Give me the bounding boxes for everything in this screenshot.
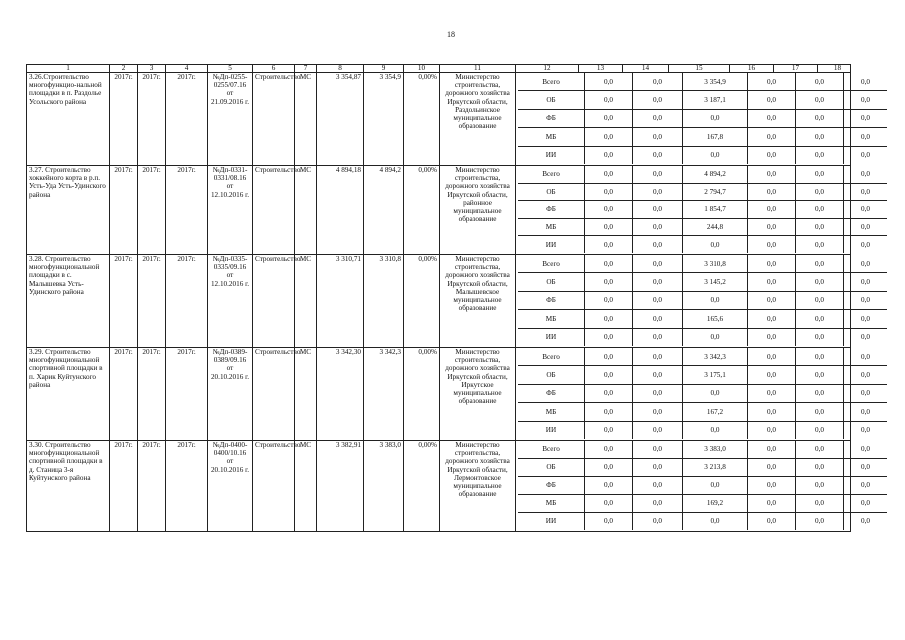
funding-value-cell: 0,0 [683, 146, 748, 164]
funding-value-cell: 0,0 [633, 128, 683, 146]
page-number: 18 [447, 30, 455, 39]
funding-value-cell: 0,0 [796, 109, 844, 127]
funding-value-cell: 0,0 [748, 236, 796, 253]
funding-source-cell: ФБ [518, 109, 585, 127]
object-name-cell: 3.30. Строительство многофункциональной спортивной площадки в д. Станица 3-я Куйтунского района [27, 441, 110, 532]
funding-value-cell: 0,0 [796, 459, 844, 477]
work-type-cell: Строительство [253, 166, 295, 255]
funding-source-cell: ИИ [545, 240, 557, 249]
funding-source-cell: ИИ [545, 151, 557, 160]
funding-breakdown [516, 255, 870, 348]
funding-value-cell: 0,0 [796, 201, 844, 219]
work-type-cell: Строительство [253, 255, 295, 348]
column-header: 18 [818, 65, 858, 72]
funding-value-cell: 0,0 [748, 109, 796, 127]
funding-row [518, 459, 887, 477]
funding-row [518, 201, 887, 219]
funding-value-cell: 0,0 [585, 348, 633, 366]
funding-value-cell: 0,0 [844, 218, 888, 236]
funding-value-cell: 0,0 [585, 146, 633, 164]
funding-value-cell: 0,0 [796, 128, 844, 146]
funding-value-cell: 0,0 [796, 146, 844, 164]
funding-value-cell: 0,0 [796, 328, 844, 346]
funding-row [518, 128, 887, 146]
funding-source-cell: ИИ [545, 333, 557, 342]
column-header: 14 [623, 65, 669, 72]
funding-value-cell: 0,0 [844, 328, 888, 346]
year-cell: 2017г. [166, 255, 208, 348]
percent-cell: 0,00% [404, 73, 440, 166]
funding-value-cell: 0,0 [585, 421, 633, 439]
end-year-cell: 2017г. [138, 348, 166, 441]
funding-value-cell: 0,0 [585, 366, 633, 384]
funding-value-cell: 0,0 [796, 91, 844, 109]
funding-row [518, 273, 887, 291]
funding-value-cell: 0,0 [585, 459, 633, 477]
funding-value-cell: 0,0 [844, 477, 888, 495]
funding-value-cell: 0,0 [633, 91, 683, 109]
funding-value-cell: 4 894,2 [683, 166, 748, 183]
funding-value-cell: 0,0 [633, 218, 683, 236]
funding-value-cell: 0,0 [633, 421, 683, 439]
column-header: 9 [364, 65, 404, 73]
funding-value-cell: 0,0 [844, 291, 888, 309]
work-type-cell: Строительство [253, 348, 295, 441]
funding-value-cell: 2 794,7 [683, 183, 748, 201]
funding-value-cell: 3 213,8 [683, 459, 748, 477]
funding-value-cell: 0,0 [796, 495, 844, 513]
funding-row [518, 166, 887, 183]
funding-value-cell: 0,0 [844, 91, 888, 109]
funding-value-cell: 0,0 [844, 348, 888, 366]
funding-value-cell: 0,0 [796, 421, 844, 439]
table-row [27, 441, 851, 532]
column-header: 6 [253, 65, 295, 73]
funding-source-cell: ОБ [518, 273, 585, 291]
work-type-cell: Строительство [253, 73, 295, 166]
funding-value-cell: 3 383,0 [683, 441, 748, 459]
percent-cell: 0,00% [404, 441, 440, 532]
funding-value-cell: 0,0 [748, 218, 796, 236]
funding-source-cell: МБ [518, 310, 585, 328]
funding-source-cell: ОБ [518, 459, 585, 477]
funding-value-cell: 0,0 [748, 366, 796, 384]
funding-value-cell: 0,0 [585, 403, 633, 421]
funding-value-cell: 0,0 [844, 183, 888, 201]
funding-value-cell: 0,0 [748, 477, 796, 495]
funding-value-cell: 0,0 [633, 109, 683, 127]
column-header: 4 [166, 65, 208, 73]
funding-value-cell: 0,0 [748, 91, 796, 109]
contract-cell: №Дп-0335-0335/09.16 от 12.10.2016 г. [208, 255, 253, 348]
object-name-cell: 3.29. Строительство многофункциональной спортивной площадки в п. Харик Куйтунского района [27, 348, 110, 441]
funding-row [518, 109, 887, 127]
column-header: 15 [669, 65, 730, 72]
funding-source-cell: ИИ [545, 426, 557, 435]
funding-value-cell: 0,0 [748, 166, 796, 183]
funding-value-cell: 0,0 [844, 201, 888, 219]
funding-value-cell: 0,0 [748, 459, 796, 477]
start-year-cell: 2017г. [110, 348, 138, 441]
funding-value-cell: 0,0 [796, 73, 844, 91]
funding-row [518, 183, 887, 201]
funding-value-cell: 0,0 [585, 328, 633, 346]
contract-sum-cell: 4 894,18 [317, 166, 364, 255]
org-code-cell: МС [295, 441, 317, 532]
funding-row [518, 477, 887, 495]
funding-value-cell: 0,0 [633, 236, 683, 253]
funding-value-cell: 0,0 [585, 128, 633, 146]
column-header: 7 [295, 65, 317, 73]
year-cell: 2017г. [166, 73, 208, 166]
funding-value-cell: 0,0 [844, 384, 888, 402]
funding-value-cell: 0,0 [796, 513, 844, 531]
funding-value-cell: 0,0 [633, 384, 683, 402]
end-year-cell: 2017г. [138, 73, 166, 166]
contract-cell: №Дп-0400-0400/10.16 от 20.10.2016 г. [208, 441, 253, 532]
funding-source-cell: МБ [518, 403, 585, 421]
column-header: 2 [110, 65, 138, 73]
funding-row [518, 255, 887, 273]
funding-value-cell: 0,0 [585, 291, 633, 309]
funding-value-cell: 0,0 [844, 109, 888, 127]
funding-value-cell: 0,0 [683, 109, 748, 127]
funding-row [518, 73, 887, 91]
year-cell: 2017г. [166, 441, 208, 532]
percent-cell: 0,00% [404, 166, 440, 255]
funding-value-cell: 0,0 [633, 146, 683, 164]
funding-value-cell: 0,0 [844, 310, 888, 328]
funding-value-cell: 0,0 [633, 183, 683, 201]
funding-value-cell: 0,0 [796, 291, 844, 309]
funding-value-cell: 0,0 [748, 384, 796, 402]
object-name-cell: 3.28. Строительство многофункциональной площадки в с. Малышевка Усть-Удинского района [27, 255, 110, 348]
funding-value-cell: 0,0 [796, 477, 844, 495]
funding-value-cell: 0,0 [796, 310, 844, 328]
funding-value-cell: 0,0 [585, 109, 633, 127]
funding-value-cell: 0,0 [585, 384, 633, 402]
funding-value-cell: 0,0 [748, 73, 796, 91]
funding-value-cell: 3 354,9 [683, 73, 748, 91]
participants-cell: Министерство строительства, дорожного хозяйства Иркутской области, Раздольинское муниципальное образование [440, 73, 516, 166]
funding-value-cell: 0,0 [844, 366, 888, 384]
funding-value-cell: 0,0 [585, 91, 633, 109]
funding-value-cell: 0,0 [585, 166, 633, 183]
planned-sum-cell: 3 310,8 [364, 255, 404, 348]
header-row [27, 65, 851, 73]
funding-source-cell: Всего [518, 166, 585, 183]
table-body [27, 64, 870, 532]
participants-cell: Министерство строительства, дорожного хозяйства Иркутской области, Лермонтовское муниципальное образование [440, 441, 516, 532]
funding-source-cell: ФБ [518, 384, 585, 402]
funding-value-cell: 3 145,2 [683, 273, 748, 291]
funding-source-cell: Всего [518, 73, 585, 91]
funding-value-cell: 0,0 [585, 495, 633, 513]
contract-cell: №Дп-0255-0255/07.16 от 21.09.2016 г. [208, 73, 253, 166]
org-code-cell: МС [295, 348, 317, 441]
column-header: 3 [138, 65, 166, 73]
funding-row [518, 366, 887, 384]
funding-source-cell: ОБ [518, 183, 585, 201]
funding-value-cell: 0,0 [585, 477, 633, 495]
funding-value-cell: 0,0 [633, 201, 683, 219]
funding-value-cell: 165,6 [683, 310, 748, 328]
funding-value-cell: 0,0 [585, 183, 633, 201]
funding-value-cell: 0,0 [633, 513, 683, 531]
funding-value-cell: 1 854,7 [683, 201, 748, 219]
contract-cell: №Дп-0389-0389/09.16 от 20.10.2016 г. [208, 348, 253, 441]
funding-row [518, 348, 887, 366]
funding-value-cell: 0,0 [633, 441, 683, 459]
funding-value-cell: 0,0 [796, 384, 844, 402]
funding-row [518, 513, 887, 531]
funding-value-cell: 0,0 [633, 310, 683, 328]
funding-value-cell: 3 175,1 [683, 366, 748, 384]
funding-breakdown [516, 348, 870, 441]
year-cell: 2017г. [166, 166, 208, 255]
funding-breakdown [516, 73, 870, 166]
end-year-cell: 2017г. [138, 441, 166, 532]
funding-value-cell: 0,0 [633, 477, 683, 495]
start-year-cell: 2017г. [110, 255, 138, 348]
table-row [27, 255, 851, 348]
funding-value-cell: 0,0 [585, 236, 633, 253]
planned-sum-cell: 3 354,9 [364, 73, 404, 166]
funding-value-cell: 0,0 [796, 348, 844, 366]
column-header: 17 [774, 65, 818, 72]
funding-row [518, 384, 887, 402]
planned-sum-cell: 3 342,3 [364, 348, 404, 441]
org-code-cell: МС [295, 166, 317, 255]
funding-value-cell: 0,0 [796, 273, 844, 291]
funding-source-cell: Всего [518, 348, 585, 366]
start-year-cell: 2017г. [110, 441, 138, 532]
work-type-cell: Строительство [253, 441, 295, 532]
funding-value-cell: 0,0 [748, 348, 796, 366]
funding-value-cell: 0,0 [748, 513, 796, 531]
funding-source-cell: ФБ [518, 201, 585, 219]
funding-row [518, 291, 887, 309]
funding-value-cell: 0,0 [748, 441, 796, 459]
planned-sum-cell: 3 383,0 [364, 441, 404, 532]
funding-value-cell: 0,0 [683, 291, 748, 309]
funding-value-cell: 0,0 [585, 73, 633, 91]
funding-value-cell: 0,0 [748, 328, 796, 346]
percent-cell: 0,00% [404, 348, 440, 441]
funding-row [518, 441, 887, 459]
funding-value-cell: 0,0 [748, 403, 796, 421]
funding-value-cell: 0,0 [683, 236, 748, 253]
table-row [27, 348, 851, 441]
participants-cell: Министерство строительства, дорожного хозяйства Иркутской области, Иркутское муниципальное образование [440, 348, 516, 441]
funding-value-cell: 0,0 [633, 366, 683, 384]
object-name-cell: 3.27. Строительство хоккейного корта в р.п. Усть-Уда Усть-Удинского района [27, 166, 110, 255]
table-row [27, 73, 851, 166]
funding-value-cell: 0,0 [748, 201, 796, 219]
funding-value-cell: 0,0 [844, 128, 888, 146]
column-header: 5 [208, 65, 253, 73]
funding-value-cell: 0,0 [585, 255, 633, 273]
participants-cell: Министерство строительства, дорожного хозяйства Иркутской области, районное муниципальное образование [440, 166, 516, 255]
funding-row [518, 146, 887, 164]
funding-value-cell: 167,2 [683, 403, 748, 421]
contract-sum-cell: 3 382,91 [317, 441, 364, 532]
funding-breakdown [516, 166, 870, 255]
funding-value-cell: 0,0 [683, 421, 748, 439]
column-header: 10 [404, 65, 440, 73]
column-header: 13 [579, 65, 623, 72]
funding-value-cell: 0,0 [633, 166, 683, 183]
column-header: 16 [730, 65, 774, 72]
funding-value-cell: 0,0 [748, 291, 796, 309]
funding-value-cell: 0,0 [633, 348, 683, 366]
funding-value-cell: 0,0 [633, 273, 683, 291]
column-header-group [516, 65, 851, 73]
funding-value-cell: 0,0 [683, 477, 748, 495]
funding-value-cell: 0,0 [844, 255, 888, 273]
funding-row [518, 91, 887, 109]
year-cell: 2017г. [166, 348, 208, 441]
funding-value-cell: 0,0 [633, 495, 683, 513]
funding-value-cell: 0,0 [585, 201, 633, 219]
planned-sum-cell: 4 894,2 [364, 166, 404, 255]
budget-table [26, 64, 870, 532]
funding-row [518, 403, 887, 421]
funding-value-cell: 0,0 [633, 459, 683, 477]
funding-row [518, 236, 887, 253]
funding-value-cell: 0,0 [796, 366, 844, 384]
start-year-cell: 2017г. [110, 166, 138, 255]
funding-value-cell: 0,0 [796, 183, 844, 201]
funding-value-cell: 0,0 [633, 328, 683, 346]
funding-value-cell: 0,0 [748, 421, 796, 439]
funding-value-cell: 244,8 [683, 218, 748, 236]
funding-value-cell: 0,0 [796, 236, 844, 253]
column-header: 11 [440, 65, 516, 73]
funding-source-cell: ОБ [518, 91, 585, 109]
funding-row [518, 328, 887, 346]
funding-source-cell: Всего [518, 255, 585, 273]
funding-value-cell: 3 310,8 [683, 255, 748, 273]
funding-row [518, 310, 887, 328]
funding-value-cell: 0,0 [633, 255, 683, 273]
funding-value-cell: 0,0 [748, 128, 796, 146]
contract-cell: №Дп-0331-0331/08.16 от 12.10.2016 г. [208, 166, 253, 255]
funding-value-cell: 3 342,3 [683, 348, 748, 366]
funding-value-cell: 0,0 [633, 403, 683, 421]
funding-source-cell: ОБ [518, 366, 585, 384]
funding-value-cell: 0,0 [796, 218, 844, 236]
funding-value-cell: 0,0 [844, 146, 888, 164]
funding-value-cell: 0,0 [585, 218, 633, 236]
contract-sum-cell: 3 342,30 [317, 348, 364, 441]
org-code-cell: МС [295, 73, 317, 166]
funding-value-cell: 0,0 [585, 513, 633, 531]
end-year-cell: 2017г. [138, 166, 166, 255]
funding-row [518, 495, 887, 513]
funding-value-cell: 0,0 [844, 73, 888, 91]
funding-source-cell: ФБ [518, 477, 585, 495]
funding-value-cell: 0,0 [844, 403, 888, 421]
participants-cell: Министерство строительства, дорожного хозяйства Иркутской области, Малышевское муниципальное образование [440, 255, 516, 348]
column-header: 8 [317, 65, 364, 73]
funding-value-cell: 0,0 [796, 441, 844, 459]
funding-value-cell: 0,0 [748, 255, 796, 273]
funding-value-cell: 0,0 [683, 384, 748, 402]
funding-value-cell: 0,0 [748, 183, 796, 201]
funding-source-cell: Всего [518, 441, 585, 459]
funding-value-cell: 0,0 [633, 73, 683, 91]
funding-breakdown [516, 441, 870, 532]
funding-value-cell: 0,0 [844, 166, 888, 183]
funding-source-cell: МБ [518, 495, 585, 513]
column-header: 12 [543, 64, 551, 72]
start-year-cell: 2017г. [110, 73, 138, 166]
funding-value-cell: 0,0 [844, 441, 888, 459]
funding-value-cell: 0,0 [683, 328, 748, 346]
funding-value-cell: 0,0 [796, 255, 844, 273]
funding-value-cell: 0,0 [585, 310, 633, 328]
funding-value-cell: 3 187,1 [683, 91, 748, 109]
funding-value-cell: 0,0 [585, 273, 633, 291]
funding-value-cell: 0,0 [844, 495, 888, 513]
funding-value-cell: 0,0 [796, 403, 844, 421]
funding-value-cell: 0,0 [748, 310, 796, 328]
funding-value-cell: 167,8 [683, 128, 748, 146]
funding-value-cell: 169,2 [683, 495, 748, 513]
funding-source-cell: ФБ [518, 291, 585, 309]
funding-value-cell: 0,0 [748, 495, 796, 513]
org-code-cell: МС [295, 255, 317, 348]
funding-value-cell: 0,0 [585, 441, 633, 459]
funding-value-cell: 0,0 [844, 236, 888, 253]
funding-value-cell: 0,0 [844, 513, 888, 531]
funding-row [518, 218, 887, 236]
table-row [27, 166, 851, 255]
percent-cell: 0,00% [404, 255, 440, 348]
funding-value-cell: 0,0 [844, 459, 888, 477]
column-header: 1 [27, 65, 110, 73]
end-year-cell: 2017г. [138, 255, 166, 348]
funding-row [518, 421, 887, 439]
funding-source-cell: МБ [518, 128, 585, 146]
contract-sum-cell: 3 354,87 [317, 73, 364, 166]
contract-sum-cell: 3 310,71 [317, 255, 364, 348]
object-name-cell: 3.26.Строительство многофункцио-нальной площадки в п. Раздолье Усольского района [27, 73, 110, 166]
funding-value-cell: 0,0 [683, 513, 748, 531]
funding-source-cell: ИИ [545, 517, 557, 526]
funding-value-cell: 0,0 [748, 146, 796, 164]
funding-value-cell: 0,0 [844, 273, 888, 291]
funding-value-cell: 0,0 [796, 166, 844, 183]
funding-value-cell: 0,0 [748, 273, 796, 291]
funding-value-cell: 0,0 [633, 291, 683, 309]
funding-value-cell: 0,0 [844, 421, 888, 439]
funding-source-cell: МБ [518, 218, 585, 236]
